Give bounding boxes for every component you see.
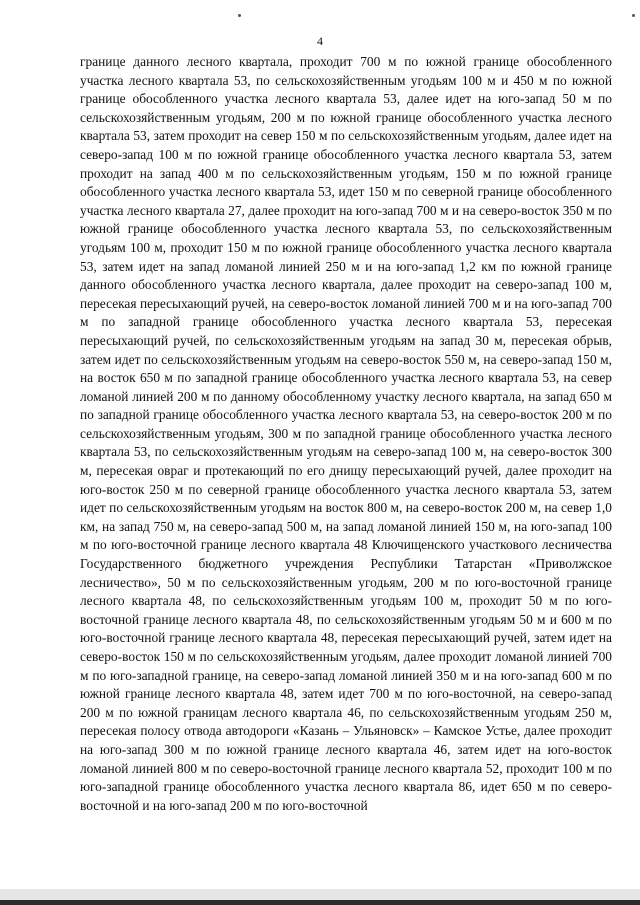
scan-bottom-border [0, 900, 640, 905]
scan-bottom-edge [0, 889, 640, 905]
scan-speck [238, 14, 241, 17]
page-number: 4 [317, 34, 323, 48]
scan-speck [632, 14, 635, 17]
body-paragraph: границе данного лесного квартала, проходит 700 м по южной границе обособленного участка лесного квартала 53, по сельскохозяйственным угодьям 100 м и 450 м по южной границе обособленного участка лесного квартала 53, далее идет на юго-запад 50 м по сельскохозяйственным угодьям, 200 м по южной границе обособленного участка лесного квартала 53, затем проходит на север 150 м по сельскохозяйственным угодьям, далее идет на северо-запад 100 м по южной границе обособленного участка лесного квартала 53, затем проходит на запад 400 м по сельскохозяйственным угодьям, 150 м по южной границе обособленного участка лесного квартала 53, идет 150 м по северной границе обособленного участка лесного квартала 27, далее проходит на юго-запад 700 м и на северо-восток 350 м по южной границе обособленного участка лесного квартала 53, по сельскохозяйственным угодьям 100 м, проходит 150 м по южной границе обособленного участка лесного квартала 53, затем идет на запад ломаной линией 250 м и на юго-запад 1,2 км по южной границе данного обособленного участка лесного квартала, далее проходит на северо-запад 100 м, пересекая пересыхающий ручей, на северо-восток ломаной линией 700 м и на юго-запад 700 м по западной границе обособленного участка лесного квартала 53, пересекая пересыхающий ручей, по сельскохозяйственным угодьям на запад 30 м, пересекая обрыв, затем идет по сельскохозяйственным угодьям на северо-восток 550 м, на северо-запад 150 м, на восток 650 м по западной границе обособленного участка лесного квартала 53, на север ломаной линией 200 м по данному обособленному участку лесного квартала, на запад 650 м по западной границе обособленного участка лесного квартала 53, на северо-восток 200 м по сельскохозяйственным угодьям, 300 м по западной границе обособленного участка лесного квартала 53, по сельскохозяйственным угодьям на северо-запад 100 м, на северо-восток 300 м, пересекая овраг и протекающий по его днищу пересыхающий ручей, далее проходит на юго-восток 250 м по северной границе обособленного участка лесного квартала 53, затем идет по сельскохозяйственным угодьям на восток 800 м, на северо-восток 200 м, на север 1,0 км, на запад 750 м, на северо-запад 500 м, на запад ломаной линией 150 м, на юго-запад 100 м по юго-восточной границе лесного квартала 48 Ключищенского участкового лесничества Государственного бюджетного учреждения Республики Татарстан «Приволжское лесничество», 50 м по сельскохозяйственным угодьям, 200 м по юго-восточной границе лесного квартала 48, по сельскохозяйственным угодьям 100 м, проходит 50 м по юго-восточной границе лесного квартала 48, по сельскохозяйственным угодьям 50 м и 600 м по юго-восточной границе лесного квартала 48, пересекая пересыхающий ручей, затем идет на северо-восток 150 м по сельскохозяйственным угодьям, далее проходит ломаной линией 700 м по юго-западной границе, на северо-запад ломаной линией 350 м и на юго-запад 600 м по южной границе лесного квартала 48, затем идет 700 м по юго-восточной, на северо-запад 200 м по южной границам лесного квартала 46, по сельскохозяйственным угодьям 250 м, пересекая полосу отвода автодороги «Казань – Ульяновск» – Камское Устье, далее проходит на юго-запад 300 м по южной границе лесного квартала 46, затем идет на юго-восток ломаной линией 800 м по северо-восточной границе лесного квартала 52, проходит 100 м по юго-западной границе обособленного участка лесного квартала 86, идет 650 м по северо-восточной и на юго-запад 200 м по юго-восточной [80, 54, 612, 813]
